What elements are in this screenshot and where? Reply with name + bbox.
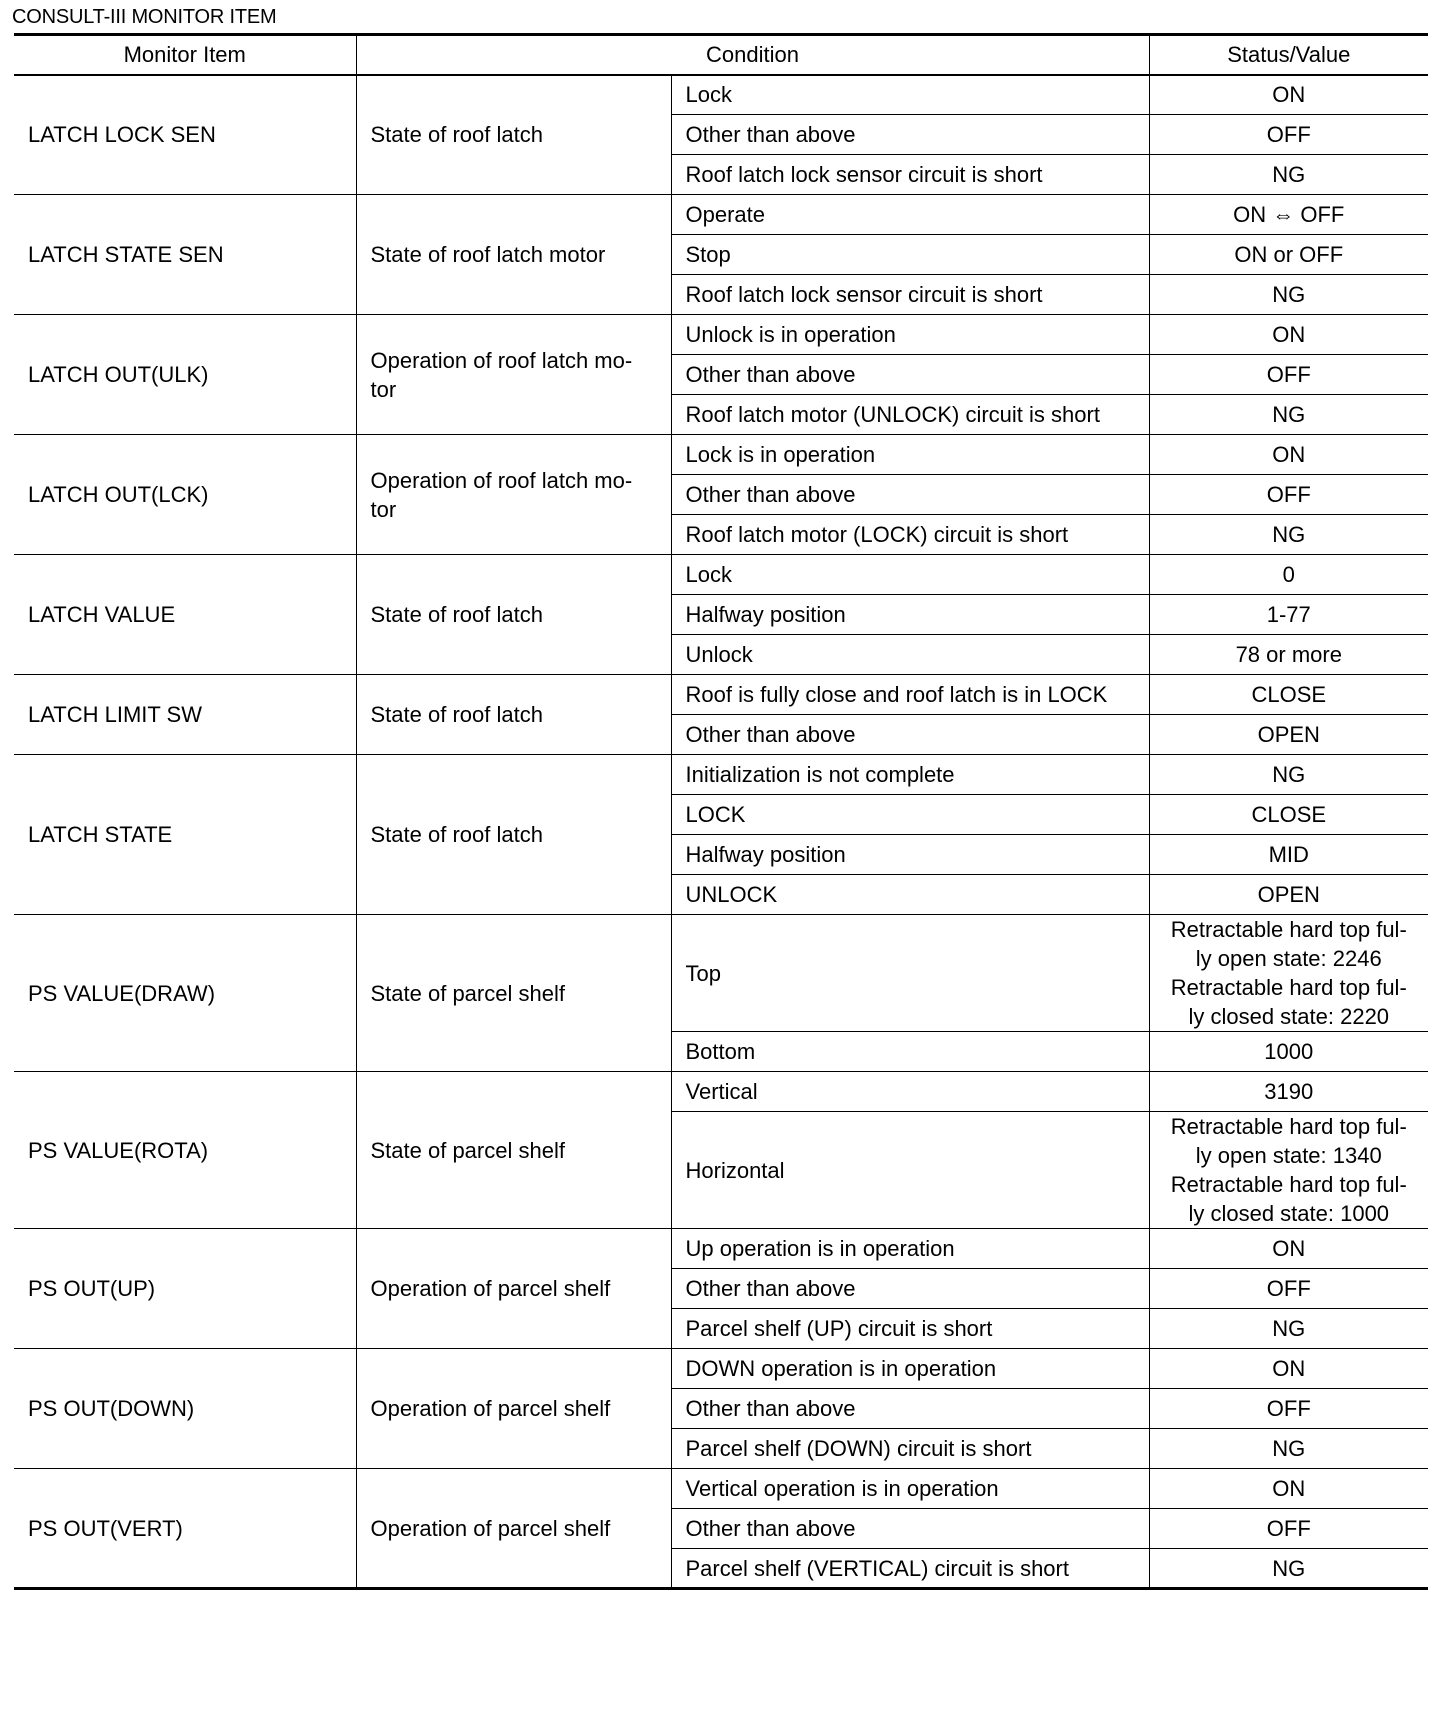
condition-description-cell: Operation of roof latch mo- tor [356, 315, 671, 435]
table-row [14, 755, 1428, 795]
condition-description-cell: Operation of parcel shelf [356, 1229, 671, 1349]
condition-cell: Halfway position [671, 595, 1149, 635]
status-value-cell: CLOSE [1149, 795, 1428, 835]
table-row [14, 435, 1428, 475]
status-value-cell: OFF [1149, 355, 1428, 395]
document-title: CONSULT-III MONITOR ITEM [12, 6, 277, 28]
table-row [14, 555, 1428, 595]
header-monitor-item: Monitor Item [14, 35, 356, 75]
condition-cell: Roof is fully close and roof latch is in LOCK [671, 675, 1149, 715]
condition-cell: Parcel shelf (VERTICAL) circuit is short [671, 1549, 1149, 1589]
condition-cell: Other than above [671, 115, 1149, 155]
monitor-item-cell: PS OUT(DOWN) [14, 1349, 356, 1469]
status-value-cell: 1-77 [1149, 595, 1428, 635]
monitor-item-cell: LATCH STATE [14, 755, 356, 915]
table-body [14, 75, 1428, 1589]
condition-cell: Other than above [671, 355, 1149, 395]
condition-cell: Up operation is in operation [671, 1229, 1149, 1269]
monitor-item-cell: LATCH STATE SEN [14, 195, 356, 315]
header-row [14, 35, 1428, 75]
condition-description-cell: State of parcel shelf [356, 915, 671, 1072]
table-row [14, 1469, 1428, 1509]
status-value-cell: OFF [1149, 1509, 1428, 1549]
status-value-cell: Retractable hard top ful- ly open state: 1340 Retractable hard top ful- ly closed state: 1000 [1149, 1112, 1428, 1229]
status-value-cell: MID [1149, 835, 1428, 875]
condition-cell: DOWN operation is in operation [671, 1349, 1149, 1389]
status-value-cell: NG [1149, 1549, 1428, 1589]
monitor-item-cell: PS VALUE(ROTA) [14, 1072, 356, 1229]
status-value-cell: NG [1149, 155, 1428, 195]
status-value-cell: 1000 [1149, 1032, 1428, 1072]
table-row [14, 675, 1428, 715]
monitor-item-cell: PS OUT(VERT) [14, 1469, 356, 1589]
condition-description-cell: State of roof latch [356, 755, 671, 915]
status-value-cell: NG [1149, 1429, 1428, 1469]
condition-cell: Lock is in operation [671, 435, 1149, 475]
condition-cell: Vertical [671, 1072, 1149, 1112]
condition-cell: Other than above [671, 475, 1149, 515]
status-value-cell: OFF [1149, 1269, 1428, 1309]
status-value-cell: OPEN [1149, 875, 1428, 915]
condition-cell: Top [671, 915, 1149, 1032]
condition-cell: Halfway position [671, 835, 1149, 875]
condition-cell: Roof latch motor (UNLOCK) circuit is short [671, 395, 1149, 435]
status-value-cell: OFF [1149, 115, 1428, 155]
condition-cell: Unlock [671, 635, 1149, 675]
condition-cell: Parcel shelf (UP) circuit is short [671, 1309, 1149, 1349]
condition-cell: Other than above [671, 715, 1149, 755]
status-value-cell: 3190 [1149, 1072, 1428, 1112]
table-header [14, 35, 1428, 75]
condition-cell: UNLOCK [671, 875, 1149, 915]
condition-cell: Roof latch lock sensor circuit is short [671, 155, 1149, 195]
monitor-item-cell: LATCH VALUE [14, 555, 356, 675]
condition-cell: Parcel shelf (DOWN) circuit is short [671, 1429, 1149, 1469]
condition-cell: Lock [671, 75, 1149, 115]
condition-description-cell: State of roof latch [356, 75, 671, 195]
condition-description-cell: Operation of parcel shelf [356, 1469, 671, 1589]
condition-cell: Operate [671, 195, 1149, 235]
condition-cell: Stop [671, 235, 1149, 275]
condition-cell: Initialization is not complete [671, 755, 1149, 795]
status-value-cell: NG [1149, 395, 1428, 435]
status-value-cell: NG [1149, 755, 1428, 795]
status-value-cell: ON [1149, 1229, 1428, 1269]
monitor-item-cell: LATCH OUT(LCK) [14, 435, 356, 555]
status-value-cell: ON [1149, 1469, 1428, 1509]
condition-cell: Bottom [671, 1032, 1149, 1072]
status-value-cell: CLOSE [1149, 675, 1428, 715]
monitor-item-table [14, 33, 1428, 1590]
condition-cell: Horizontal [671, 1112, 1149, 1229]
condition-cell: Vertical operation is in operation [671, 1469, 1149, 1509]
table-row [14, 1229, 1428, 1269]
status-value-cell: OPEN [1149, 715, 1428, 755]
status-value-cell: ON ⇔ OFF [1149, 195, 1428, 235]
monitor-item-cell: PS OUT(UP) [14, 1229, 356, 1349]
condition-description-cell: Operation of roof latch mo- tor [356, 435, 671, 555]
table-row [14, 1349, 1428, 1389]
table-row [14, 195, 1428, 235]
table-row [14, 315, 1428, 355]
condition-description-cell: Operation of parcel shelf [356, 1349, 671, 1469]
status-value-cell: ON [1149, 315, 1428, 355]
condition-cell: Other than above [671, 1509, 1149, 1549]
header-condition: Condition [356, 35, 1149, 75]
status-value-cell: OFF [1149, 1389, 1428, 1429]
condition-description-cell: State of roof latch [356, 555, 671, 675]
monitor-item-cell: LATCH OUT(ULK) [14, 315, 356, 435]
status-value-cell: ON or OFF [1149, 235, 1428, 275]
condition-cell: Other than above [671, 1389, 1149, 1429]
status-value-cell: 0 [1149, 555, 1428, 595]
table-row [14, 75, 1428, 115]
condition-cell: Roof latch lock sensor circuit is short [671, 275, 1149, 315]
condition-cell: LOCK [671, 795, 1149, 835]
table-row [14, 1072, 1428, 1112]
status-value-cell: Retractable hard top ful- ly open state: 2246 Retractable hard top ful- ly closed state: 2220 [1149, 915, 1428, 1032]
table-row [14, 915, 1428, 1032]
condition-description-cell: State of roof latch [356, 675, 671, 755]
condition-cell: Roof latch motor (LOCK) circuit is short [671, 515, 1149, 555]
condition-cell: Other than above [671, 1269, 1149, 1309]
status-value-cell: ON [1149, 1349, 1428, 1389]
status-value-cell: NG [1149, 275, 1428, 315]
monitor-item-cell: LATCH LIMIT SW [14, 675, 356, 755]
header-status-value: Status/Value [1149, 35, 1428, 75]
status-value-cell: NG [1149, 1309, 1428, 1349]
status-value-cell: NG [1149, 515, 1428, 555]
condition-cell: Unlock is in operation [671, 315, 1149, 355]
condition-cell: Lock [671, 555, 1149, 595]
condition-description-cell: State of parcel shelf [356, 1072, 671, 1229]
status-value-cell: ON [1149, 75, 1428, 115]
monitor-item-cell: LATCH LOCK SEN [14, 75, 356, 195]
status-value-cell: 78 or more [1149, 635, 1428, 675]
status-value-cell: ON [1149, 435, 1428, 475]
condition-description-cell: State of roof latch motor [356, 195, 671, 315]
status-value-cell: OFF [1149, 475, 1428, 515]
monitor-item-cell: PS VALUE(DRAW) [14, 915, 356, 1072]
